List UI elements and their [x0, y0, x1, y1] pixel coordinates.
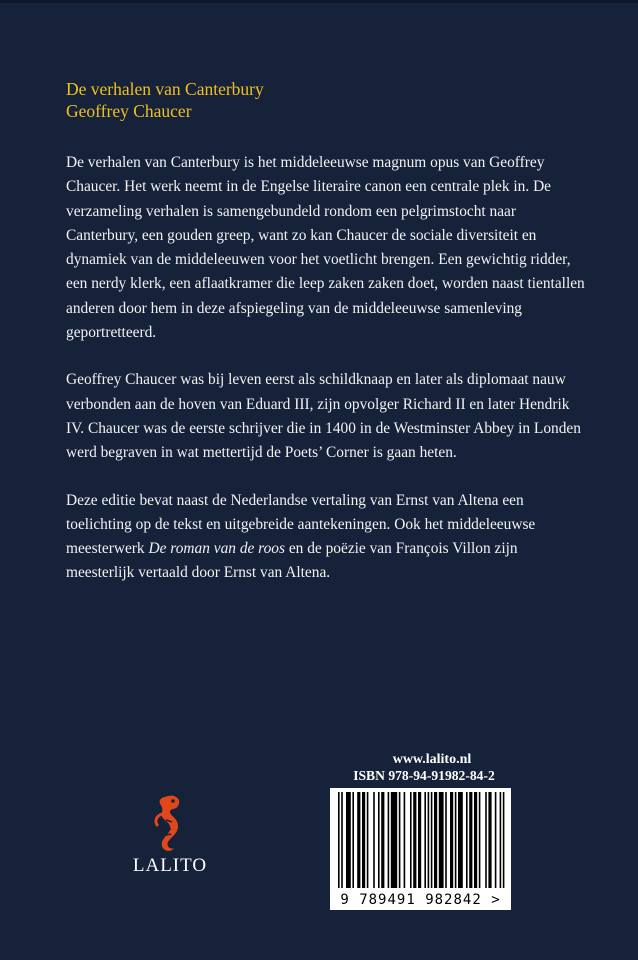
barcode-bar	[338, 792, 340, 888]
barcode-bar	[424, 792, 426, 888]
barcode-bar	[346, 792, 351, 888]
top-edge	[0, 0, 638, 3]
barcode-bar	[439, 792, 444, 888]
barcode-bar	[474, 792, 477, 888]
publisher-name: LALITO	[132, 855, 208, 876]
publisher-url: www.lalito.nl	[392, 752, 472, 767]
title-block	[66, 78, 264, 122]
barcode-bar	[388, 792, 390, 888]
barcode-bar	[455, 792, 457, 888]
book-title: De verhalen van Canterbury	[66, 79, 264, 99]
seahorse-icon	[146, 792, 190, 859]
barcode-bar	[469, 792, 472, 888]
barcode-bar	[410, 792, 412, 888]
blurb-paragraph-2: Geoffrey Chaucer was bij leven eerst als schildknaap en later als diplomaat nauw verbonden aan de hoven van Eduard III, zijn opvolger Richard II en later Hendrik IV. Chaucer was de eerste schrijver die in 1400 in de Westminster Abbey in Londen werd begraven in wat mettertijd de Poets’ Corner is gaan heten.	[66, 371, 581, 462]
barcode-bar	[378, 792, 380, 888]
barcode-bar	[399, 792, 401, 888]
barcode-bar	[479, 792, 481, 888]
barcode-bar	[488, 792, 491, 888]
author-name: Geoffrey Chaucer	[66, 101, 192, 121]
italic-title: De roman van de roos	[148, 540, 285, 558]
barcode-bar	[373, 792, 375, 888]
barcode-bar	[404, 792, 406, 888]
barcode-bar	[357, 792, 360, 888]
blurb	[66, 151, 586, 609]
barcode-bar	[352, 792, 354, 888]
blurb-paragraph-1: De verhalen van Canterbury is het middeleeuwse magnum opus van Geoffrey Chaucer. Het werk neemt in de Engelse literaire canon een centrale plek in. De verzameling verhalen is samengebundeld rondom een pelgrimstocht naar Canterbury, een gouden greep, want zo kan Chaucer de sociale diversiteit en dynamiek van de middeleeuwen voor het voetlicht brengen. Een gewichtig ridder, een nerdy klerk, een aflaatkramer die leep zaken zaken doet, worden naast tientallen anderen door hem in deze afspiegeling van de middeleeuwse samenleving geportretteerd.	[66, 154, 585, 342]
paragraph-3-end: en de poëzie van François Villon zijn meesterlijk vertaald door Ernst van Altena.	[66, 540, 518, 582]
barcode-bar	[381, 792, 384, 888]
barcode-bar	[500, 792, 502, 888]
barcode-bar	[431, 792, 433, 888]
barcode-bar	[485, 792, 487, 888]
barcode-bar	[413, 792, 416, 888]
barcode-bar	[367, 792, 369, 888]
barcode-bar	[341, 792, 343, 888]
barcode-bar	[445, 792, 447, 888]
barcode-digits: 9 789491 982842 >	[340, 892, 501, 908]
barcode-bar	[466, 792, 468, 888]
barcode-bar	[450, 792, 453, 888]
paragraph-3-start: Deze editie bevat naast de Nederlandse vertaling van Ernst van Altena een toelichting op de tekst en uitgebreide aantekeningen. Ook het middeleeuwse meesterwerk	[66, 491, 536, 558]
barcode-bar	[458, 792, 463, 888]
barcode-bars	[330, 788, 511, 892]
barcode-bar	[418, 792, 421, 888]
blurb-paragraph-3	[66, 489, 586, 586]
barcode-bar	[362, 792, 365, 888]
barcode-bar	[503, 792, 505, 888]
barcode-bar	[495, 792, 497, 888]
barcode-bar	[428, 792, 430, 888]
barcode	[330, 788, 511, 910]
isbn-label: ISBN 978-94-91982-84-2	[353, 768, 495, 783]
barcode-bar	[391, 792, 397, 888]
barcode-bar	[434, 792, 437, 888]
